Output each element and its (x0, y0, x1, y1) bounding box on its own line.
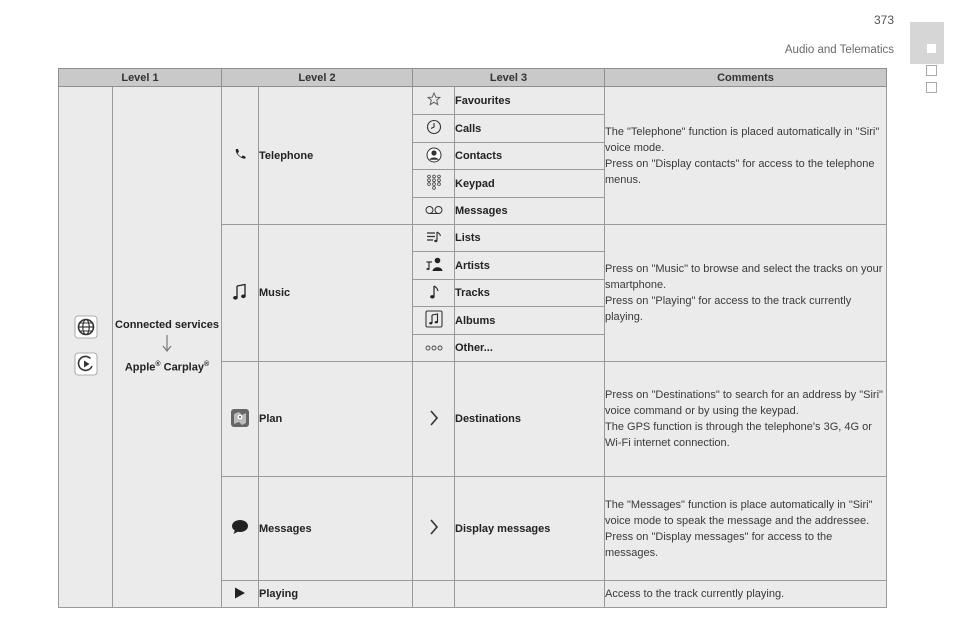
speech-bubble-icon (222, 477, 259, 581)
table-header-row (59, 69, 887, 87)
level3-other: Other... (455, 335, 605, 362)
chapter-tab-box (926, 65, 937, 76)
level1-icons-cell (59, 87, 113, 608)
chevron-right-icon (413, 362, 455, 477)
level2-messages: Messages (259, 477, 413, 581)
level3-contacts: Contacts (455, 143, 605, 170)
level3-tracks: Tracks (455, 280, 605, 307)
phone-icon (222, 87, 259, 225)
level2-plan: Plan (259, 362, 413, 477)
comment-playing: Access to the track currently playing. (605, 581, 887, 608)
apple-carplay-label: Apple® Carplay® (124, 361, 210, 374)
contact-icon (413, 143, 455, 170)
level3-display-messages: Display messages (455, 477, 605, 581)
globe-icon (59, 315, 112, 342)
comment-messages: The "Messages" function is place automatically in "Siri" voice mode to speak the message and the addressee. Press on "Display messages" for access to the messages. (605, 477, 887, 581)
level3-messages: Messages (455, 198, 605, 225)
voicemail-icon (413, 198, 455, 225)
level3-albums: Albums (455, 307, 605, 335)
level2-telephone: Telephone (259, 87, 413, 225)
more-icon (413, 335, 455, 362)
section-title: Audio and Telematics (784, 44, 894, 56)
comment-telephone: The "Telephone" function is placed automatically in "Siri" voice mode. Press on "Display contacts" for access to the telephone menus. (605, 87, 887, 225)
music-note-icon (222, 225, 259, 362)
album-icon (413, 307, 455, 335)
track-icon (413, 280, 455, 307)
table-row (59, 87, 887, 115)
playlist-icon (413, 225, 455, 252)
chapter-tab (910, 22, 944, 64)
arrow-down-icon (162, 335, 172, 353)
level2-playing: Playing (259, 581, 413, 608)
level2-music: Music (259, 225, 413, 362)
comment-plan: Press on "Destinations" to search for an address by "Siri" voice command or by using the keypad. The GPS function is through the telephone's 3G, 4G or Wi-Fi internet connection. (605, 362, 887, 477)
connected-services-label: Connected services (115, 319, 219, 332)
empty-cell (455, 581, 605, 608)
level3-keypad: Keypad (455, 170, 605, 198)
level3-favourites: Favourites (455, 87, 605, 115)
header-level-2: Level 2 (222, 69, 413, 87)
header-comments: Comments (605, 69, 887, 87)
chevron-right-icon (413, 477, 455, 581)
header-level-1: Level 1 (59, 69, 222, 87)
carplay-icon (59, 352, 112, 379)
artist-icon (413, 252, 455, 280)
empty-cell (413, 581, 455, 608)
level1-label-cell (113, 87, 222, 608)
chapter-tab-box (926, 82, 937, 93)
menu-table (58, 68, 887, 608)
page-number: 373 (873, 13, 894, 27)
chapter-tab-marker (927, 44, 936, 53)
play-icon (222, 581, 259, 608)
star-icon (413, 87, 455, 115)
header-level-3: Level 3 (413, 69, 605, 87)
level3-calls: Calls (455, 115, 605, 143)
level3-lists: Lists (455, 225, 605, 252)
level3-artists: Artists (455, 252, 605, 280)
keypad-icon (413, 170, 455, 198)
level3-destinations: Destinations (455, 362, 605, 477)
map-icon (222, 362, 259, 477)
clock-icon (413, 115, 455, 143)
comment-music: Press on "Music" to browse and select the tracks on your smartphone. Press on "Playing" for access to the track currently playing. (605, 225, 887, 362)
